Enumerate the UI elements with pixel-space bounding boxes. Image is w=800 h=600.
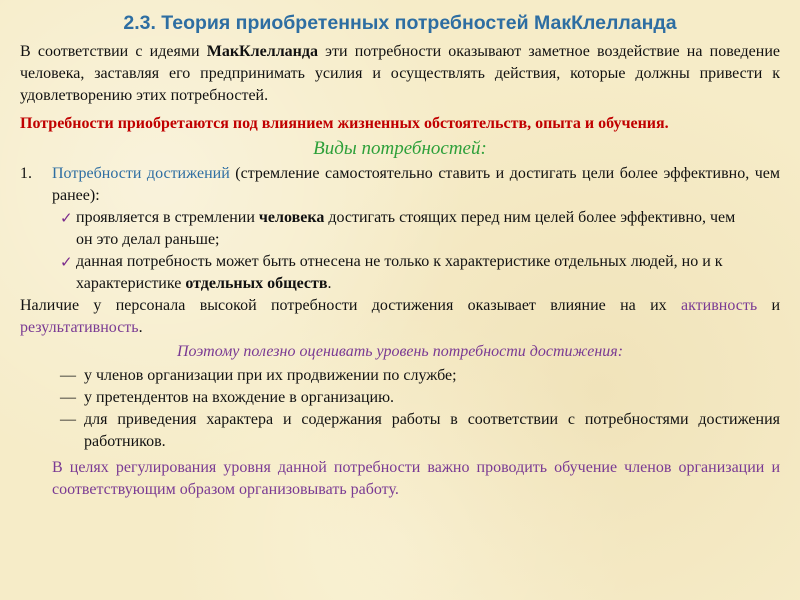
high-need-paragraph — [20, 295, 780, 339]
dash-item — [20, 365, 780, 387]
dash-icon: — — [60, 411, 76, 429]
dash-item-text: для приведения характера и содержания работы в соответствии с потребностями достижения работников. — [84, 411, 780, 451]
checkmark-icon: ✓ — [60, 209, 73, 228]
check-text-after: . — [327, 275, 332, 293]
dash-item-text: у членов организации при их продвижении по службе; — [84, 367, 457, 385]
high-need-text-after: . — [138, 319, 143, 337]
acquired-needs-statement: Потребности приобретаются под влиянием жизненных обстоятельств, опыта и обучения. — [20, 115, 669, 133]
check-text-before: проявляется в стремлении — [76, 209, 259, 227]
types-heading: Виды потребностей: — [313, 138, 487, 160]
intro-paragraph — [20, 41, 780, 107]
intro-text-after: эти потребности оказывают заметное воздействие на поведение человека, заставляя его предпринимать усилия и осуществлять действия, которые должны привести к удовлетворению этих потребностей. — [20, 43, 781, 105]
need-item-text — [52, 163, 780, 207]
checkmark-icon: ✓ — [60, 253, 73, 272]
dash-icon: — — [60, 367, 76, 385]
check-text-after: достигать стоящих перед ним целей более эффективно, чем он это делал раньше; — [76, 209, 736, 249]
need-item-number: 1. — [20, 165, 32, 183]
need-item-description: (стремление самостоятельно ставить и достигать цели более эффективно, чем ранее): — [52, 165, 781, 205]
dash-item — [20, 409, 780, 453]
slide-title: 2.3. Теория приобретенных потребностей МакКлелланда — [123, 12, 677, 34]
evaluate-heading: Поэтому полезно оценивать уровень потребности достижения: — [176, 343, 624, 361]
dash-item-text: у претендентов на вхождение в организацию. — [84, 389, 395, 407]
check-item-text — [76, 207, 752, 251]
check-text-before: данная потребность может быть отнесена не только к характеристике отдельных людей, но и к характеристике — [76, 253, 723, 293]
intro-text-before: В соответствии с идеями — [20, 43, 207, 61]
check-text-bold: отдельных обществ — [185, 275, 328, 293]
dash-item — [20, 387, 780, 409]
closing-paragraph: В целях регулирования уровня данной потребности важно проводить обучение членов организации и соответствующим образом организовывать работу. — [52, 459, 780, 499]
check-item-text — [76, 251, 752, 295]
effectiveness-word: результативность — [20, 319, 139, 337]
activity-word: активность — [680, 297, 758, 315]
high-need-conjunction: и — [757, 297, 781, 315]
author-name: МакКлелланда — [206, 43, 318, 61]
check-text-bold: человека — [258, 209, 325, 227]
check-item — [20, 251, 780, 295]
high-need-text-before: Наличие у персонала высокой потребности достижения оказывает влияние на их — [20, 297, 681, 315]
dash-icon: — — [60, 389, 76, 407]
need-item-name: Потребности достижений — [52, 165, 230, 183]
need-item — [20, 163, 780, 207]
check-item — [20, 207, 780, 251]
